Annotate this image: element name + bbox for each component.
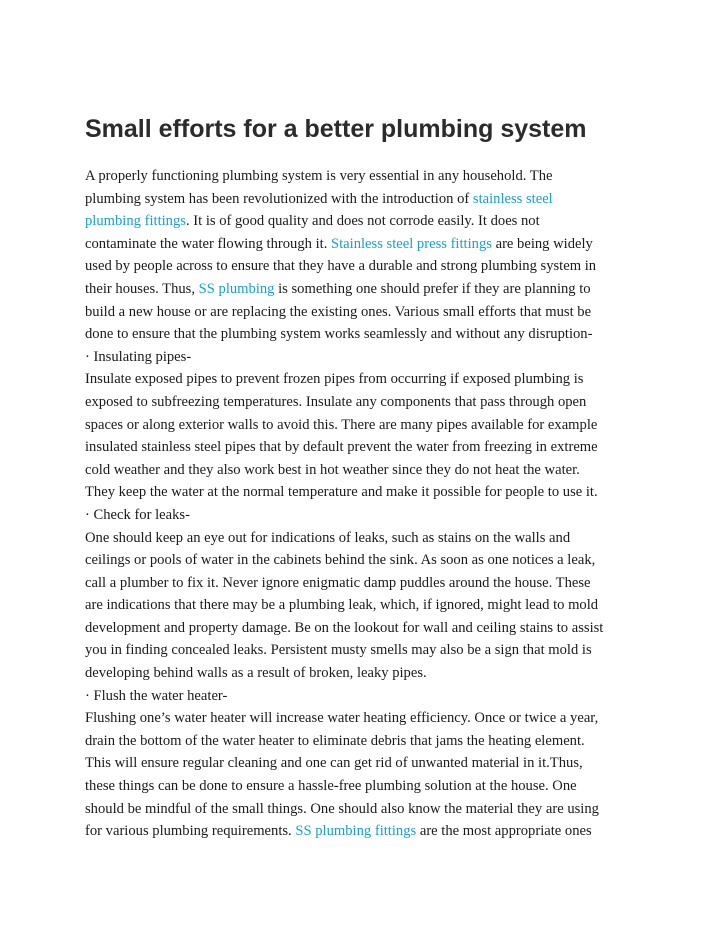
text-line: [85, 549, 645, 572]
text-segment: . It is of good quality and does not corrode easily. It does not: [185, 213, 540, 230]
text-segment: · Flush the water heater-: [85, 687, 228, 704]
text-segment: · Insulating pipes-: [85, 348, 192, 365]
text-line: [85, 639, 645, 662]
text-segment: ceilings or pools of water in the cabinets behind the sink. As soon as one notices a leak,: [85, 552, 596, 569]
inline-link[interactable]: Stainless steel press fittings: [331, 235, 492, 252]
text-line: [85, 210, 645, 233]
text-line: [85, 436, 645, 459]
text-line: [85, 820, 645, 843]
text-segment: · Check for leaks-: [85, 506, 190, 523]
text-line: [85, 346, 645, 369]
text-segment: Insulate exposed pipes to prevent frozen pipes from occurring if exposed plumbing is: [85, 371, 584, 388]
text-segment: cold weather and they also work best in hot weather since they do not heat the water.: [85, 461, 580, 478]
text-segment: They keep the water at the normal temperature and make it possible for people to use it.: [85, 484, 598, 501]
text-line: [85, 527, 645, 550]
text-line: [85, 255, 645, 278]
text-segment: Flushing one’s water heater will increase water heating efficiency. Once or twice a year,: [85, 710, 599, 727]
text-segment: This will ensure regular cleaning and one can get rid of unwanted material in it.Thus,: [85, 755, 583, 772]
text-segment: are being widely: [491, 235, 593, 252]
text-segment: call a plumber to fix it. Never ignore enigmatic damp puddles around the house. These: [85, 574, 591, 591]
text-segment: spaces or along exterior walls to avoid this. There are many pipes available for example: [85, 416, 598, 433]
text-segment: is something one should prefer if they are planning to: [274, 280, 591, 297]
text-line: [85, 775, 645, 798]
text-segment: are indications that there may be a plumbing leak, which, if ignored, might lead to mold: [85, 597, 599, 614]
text-segment: plumbing system has been revolutionized with the introduction of: [85, 190, 473, 207]
inline-link[interactable]: SS plumbing: [198, 280, 275, 297]
text-line: [85, 707, 645, 730]
text-segment: One should keep an eye out for indications of leaks, such as stains on the walls and: [85, 529, 571, 546]
text-line: [85, 617, 645, 640]
text-segment: drain the bottom of the water heater to eliminate debris that jams the heating element.: [85, 732, 585, 749]
text-line: [85, 368, 645, 391]
text-line: [85, 301, 645, 324]
text-line: [85, 752, 645, 775]
page-title: Small efforts for a better plumbing system: [85, 115, 587, 143]
text-segment: you in finding concealed leaks. Persistent musty smells may also be a sign that mold is: [85, 642, 592, 659]
text-segment: their houses. Thus,: [85, 280, 199, 297]
text-line: [85, 278, 645, 301]
text-line: [85, 662, 645, 685]
text-segment: build a new house or are replacing the existing ones. Various small efforts that must be: [85, 303, 592, 320]
text-line: [85, 572, 645, 595]
text-line: [85, 165, 645, 188]
text-line: [85, 594, 645, 617]
text-segment: exposed to subfreezing temperatures. Insulate any components that pass through open: [85, 393, 587, 410]
text-line: [85, 459, 645, 482]
inline-link[interactable]: plumbing fittings: [85, 213, 186, 230]
inline-link[interactable]: SS plumbing fittings: [295, 823, 417, 840]
text-segment: are the most appropriate ones: [416, 823, 592, 840]
article-body: [85, 165, 645, 843]
text-segment: A properly functioning plumbing system is very essential in any household. The: [85, 168, 553, 184]
text-segment: used by people across to ensure that they have a durable and strong plumbing system in: [85, 258, 597, 275]
text-line: [85, 323, 645, 346]
text-segment: contaminate the water flowing through it.: [85, 235, 331, 252]
text-segment: done to ensure that the plumbing system works seamlessly and without any disruption-: [85, 326, 593, 343]
text-segment: development and property damage. Be on the lookout for wall and ceiling stains to assist: [85, 619, 604, 636]
text-line: [85, 481, 645, 504]
text-line: [85, 414, 645, 437]
text-line: [85, 730, 645, 753]
text-line: [85, 504, 645, 527]
text-segment: insulated stainless steel pipes that by default prevent the water from freezing in extreme: [85, 439, 598, 456]
text-segment: these things can be done to ensure a hassle-free plumbing solution at the house. One: [85, 778, 577, 795]
text-segment: should be mindful of the small things. One should also know the material they are using: [85, 800, 599, 817]
text-line: [85, 798, 645, 821]
text-line: [85, 233, 645, 256]
text-line: [85, 188, 645, 211]
text-line: [85, 685, 645, 708]
text-line: [85, 391, 645, 414]
text-segment: developing behind walls as a result of broken, leaky pipes.: [85, 665, 427, 682]
text-segment: for various plumbing requirements.: [85, 823, 296, 840]
inline-link[interactable]: stainless steel: [472, 190, 553, 207]
